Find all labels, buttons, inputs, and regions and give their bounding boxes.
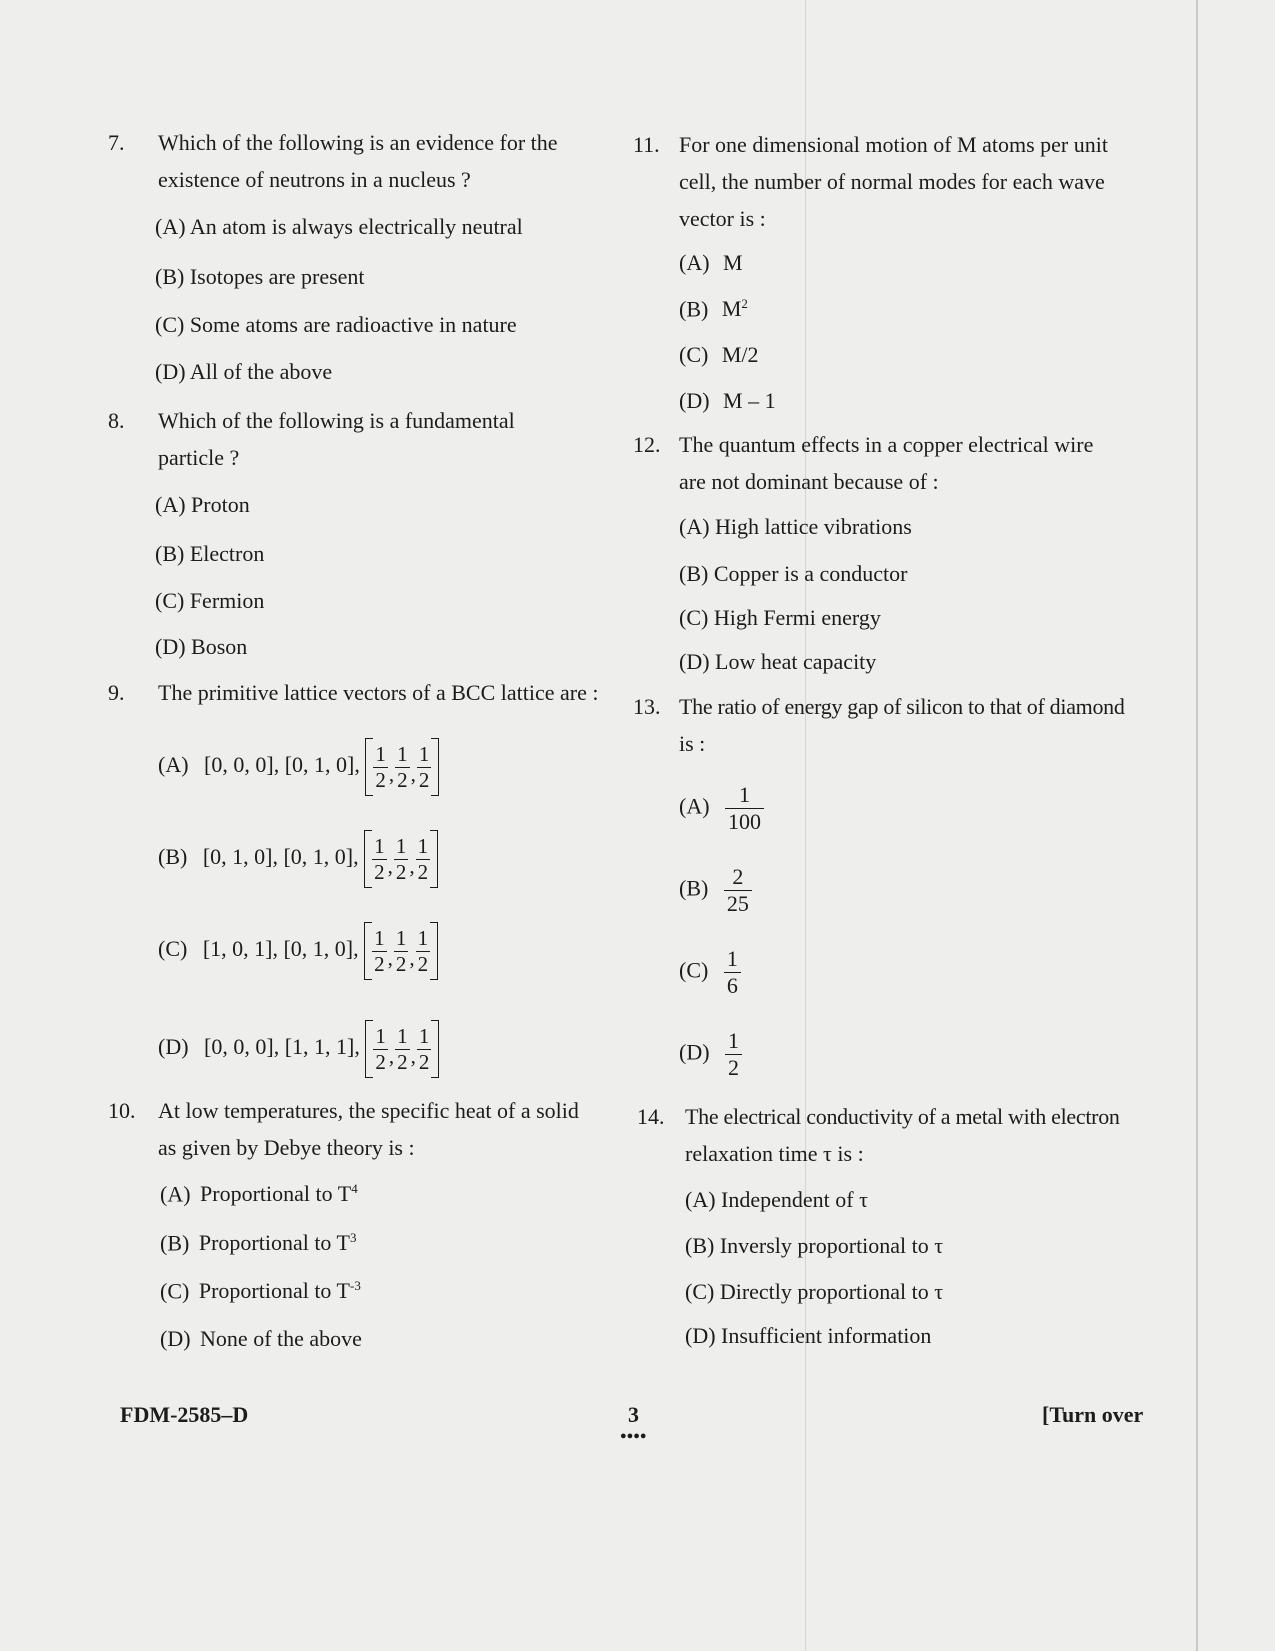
numerator: 1: [374, 833, 385, 858]
option-q7-a: (A) An atom is always electrically neutral: [155, 214, 523, 239]
page-dots: ●●●●: [620, 1430, 647, 1442]
question-text-line: At low temperatures, the specific heat of a solid: [158, 1098, 579, 1123]
fraction: [394, 833, 409, 884]
option-text: M/2: [721, 342, 759, 367]
option-vectors: [1, 0, 1], [0, 1, 0],: [202, 936, 359, 962]
fraction-vector: $\frac{1}{2}$ , $\frac{1}{2}$ , $\frac{1}{2}$: [364, 922, 438, 980]
option-q8-d: (D) Boson: [155, 634, 248, 659]
exponent: 2: [741, 296, 748, 311]
question-text: [679, 688, 1193, 762]
denominator: 2: [417, 859, 429, 884]
option-text: Proportional to T: [200, 1181, 352, 1207]
option-label: (C): [158, 936, 188, 962]
question-text-line: cell, the number of normal modes for each wave: [679, 169, 1105, 194]
numerator: 1: [374, 925, 385, 950]
option-label: (C): [679, 957, 709, 983]
option-label: (D): [679, 1039, 710, 1065]
denominator: 2: [418, 1049, 430, 1074]
option-q13-b: [679, 866, 752, 915]
option-q13-c: [679, 948, 741, 997]
numerator: 1: [725, 784, 764, 809]
option-q14-d: (D) Insufficient information: [685, 1323, 932, 1348]
exponent: 3: [349, 1230, 357, 1245]
question-number: 13.: [633, 694, 661, 719]
option-label: (A): [679, 250, 710, 275]
question-9: [108, 674, 628, 711]
fraction: [417, 741, 432, 792]
numerator: 1: [417, 833, 429, 858]
option-text: M – 1: [723, 388, 776, 413]
option-label: (B): [158, 844, 188, 870]
fraction: [372, 833, 387, 884]
numerator: 1: [418, 1023, 430, 1048]
option-q10-c: [160, 1278, 361, 1304]
option-label: (D): [158, 1034, 189, 1060]
denominator: 2: [375, 767, 386, 792]
question-text-line: The quantum effects in a copper electrical wire: [679, 432, 1094, 457]
option-q9-a: [158, 738, 439, 796]
option-text: Proportional to T: [198, 1230, 350, 1256]
fraction: [416, 925, 431, 976]
question-text-line: relaxation time τ is :: [685, 1141, 864, 1166]
numerator: 1: [724, 948, 741, 973]
denominator: 2: [374, 859, 385, 884]
option-vectors: [0, 0, 0], [1, 1, 1],: [204, 1034, 360, 1060]
question-text-line: is :: [679, 731, 706, 756]
fold-line: [805, 0, 806, 1651]
question-number: 12.: [633, 432, 661, 457]
numerator: 1: [375, 741, 386, 766]
numerator: 1: [395, 925, 407, 950]
denominator: 2: [395, 859, 407, 884]
question-number: 9.: [108, 680, 125, 705]
option-label: (D): [160, 1326, 191, 1351]
option-q14-b: (B) Inversly proportional to τ: [685, 1233, 944, 1258]
fraction: [373, 741, 388, 792]
option-q7-b: (B) Isotopes are present: [155, 264, 365, 289]
denominator: 100: [728, 809, 762, 834]
question-number: 7.: [108, 130, 125, 155]
fraction: [373, 1023, 388, 1074]
question-10: [108, 1092, 628, 1166]
option-q13-a: [679, 784, 764, 833]
option-q14-c: (C) Directly proportional to τ: [685, 1279, 944, 1304]
denominator: 25: [726, 891, 749, 916]
page-edge-line: [1196, 0, 1198, 1651]
denominator: 2: [375, 1049, 386, 1074]
question-text-line: The primitive lattice vectors of a BCC lattice are :: [158, 680, 599, 705]
question-text-line: existence of neutrons in a nucleus ?: [158, 167, 471, 192]
denominator: 2: [374, 951, 385, 976]
question-text-line: The ratio of energy gap of silicon to that of diamond: [679, 694, 1125, 719]
fraction: [724, 866, 752, 915]
left-bracket: [365, 1020, 373, 1078]
option-label: (A): [679, 793, 710, 819]
denominator: 2: [418, 767, 430, 792]
fraction: [724, 948, 741, 997]
question-text: [679, 126, 1178, 237]
denominator: 2: [397, 767, 408, 792]
option-label: (D): [679, 388, 710, 413]
question-12: [633, 426, 1178, 500]
option-q11-b: [679, 296, 748, 322]
paper-code: FDM-2585–D: [120, 1402, 249, 1427]
question-7: [108, 124, 628, 198]
option-text: M: [723, 250, 743, 275]
option-text: M: [721, 296, 742, 322]
denominator: 2: [417, 951, 429, 976]
question-14: [637, 1098, 1197, 1172]
option-label: (C): [679, 342, 709, 367]
denominator: 2: [395, 951, 407, 976]
numerator: 1: [397, 741, 408, 766]
question-11: [633, 126, 1178, 237]
question-text-line: For one dimensional motion of M atoms per unit: [679, 132, 1108, 157]
option-q11-d: [679, 388, 776, 414]
option-q8-b: (B) Electron: [155, 541, 265, 566]
question-text-line: as given by Debye theory is :: [158, 1135, 415, 1160]
option-label: (A): [158, 752, 189, 778]
question-text-line: vector is :: [679, 206, 766, 231]
fraction-vector: $\frac{1}{2}$ , $\frac{1}{2}$ , $\frac{1}{2}$: [365, 1020, 439, 1078]
option-q12-c: (C) High Fermi energy: [679, 605, 881, 630]
fraction: [725, 1030, 742, 1079]
left-bracket: [365, 738, 373, 796]
question-text-line: Which of the following is an evidence for the: [158, 130, 558, 155]
fraction: [395, 741, 410, 792]
numerator: 1: [725, 1030, 742, 1055]
option-q9-d: [158, 1020, 439, 1078]
fraction: [417, 1023, 432, 1074]
option-q10-a: [160, 1181, 358, 1207]
question-13: [633, 688, 1193, 762]
left-bracket: [364, 830, 372, 888]
option-q11-a: [679, 250, 743, 276]
numerator: 1: [375, 1023, 386, 1048]
numerator: 2: [724, 866, 752, 891]
option-text: None of the above: [200, 1326, 362, 1351]
right-bracket: [431, 738, 439, 796]
question-text: [158, 1092, 628, 1166]
question-text-line: particle ?: [158, 445, 240, 470]
option-q12-a: (A) High lattice vibrations: [679, 514, 912, 539]
right-bracket: [430, 830, 438, 888]
option-q13-d: [679, 1030, 742, 1079]
right-bracket: [430, 922, 438, 980]
option-q7-c: (C) Some atoms are radioactive in nature: [155, 312, 517, 337]
option-q9-c: [158, 922, 438, 980]
fraction: [395, 1023, 410, 1074]
question-text: [158, 402, 628, 476]
fraction: [725, 784, 764, 833]
question-number: 14.: [637, 1104, 665, 1129]
option-vectors: [0, 0, 0], [0, 1, 0],: [204, 752, 360, 778]
option-q14-a: (A) Independent of τ: [685, 1187, 868, 1212]
fraction-vector: $\frac{1}{2}$ , $\frac{1}{2}$ , $\frac{1}{2}$: [364, 830, 438, 888]
option-text: Proportional to T: [198, 1278, 350, 1304]
question-text: [158, 124, 628, 198]
fraction: [394, 925, 409, 976]
option-q8-c: (C) Fermion: [155, 588, 265, 613]
question-text-line: The electrical conductivity of a metal with electron: [685, 1104, 1120, 1129]
question-number: 8.: [108, 408, 125, 433]
exponent: 4: [351, 1181, 358, 1196]
page-number: 3: [628, 1402, 639, 1427]
turn-over-note: [Turn over: [1042, 1402, 1144, 1427]
option-q11-c: [679, 342, 759, 368]
right-bracket: [431, 1020, 439, 1078]
numerator: 1: [418, 741, 430, 766]
question-text-line: are not dominant because of :: [679, 469, 939, 494]
denominator: 2: [397, 1049, 408, 1074]
option-label: (A): [160, 1181, 191, 1207]
denominator: 2: [728, 1055, 740, 1080]
denominator: 6: [726, 973, 738, 998]
numerator: 1: [397, 1023, 408, 1048]
question-number: 10.: [108, 1098, 136, 1123]
option-q8-a: (A) Proton: [155, 492, 250, 517]
option-q10-b: [160, 1230, 356, 1256]
question-text: [158, 674, 628, 711]
option-label: (B): [160, 1230, 190, 1256]
question-text: [685, 1098, 1197, 1172]
question-text: [679, 426, 1178, 500]
option-label: (B): [679, 296, 709, 322]
left-bracket: [364, 922, 372, 980]
option-q12-d: (D) Low heat capacity: [679, 649, 877, 674]
question-number: 11.: [633, 132, 660, 157]
option-q7-d: (D) All of the above: [155, 359, 333, 384]
fraction: [416, 833, 431, 884]
option-q10-d: [160, 1326, 362, 1352]
numerator: 1: [417, 925, 429, 950]
option-q12-b: (B) Copper is a conductor: [679, 561, 908, 586]
option-label: (C): [160, 1278, 190, 1304]
option-q9-b: [158, 830, 438, 888]
question-8: [108, 402, 628, 476]
fraction-vector: $\frac{1}{2}$ , $\frac{1}{2}$ , $\frac{1}{2}$: [365, 738, 439, 796]
exponent: -3: [349, 1278, 361, 1293]
option-label: (B): [679, 875, 709, 901]
numerator: 1: [395, 833, 407, 858]
option-vectors: [0, 1, 0], [0, 1, 0],: [202, 844, 359, 870]
fraction: [372, 925, 387, 976]
question-text-line: Which of the following is a fundamental: [158, 408, 515, 433]
